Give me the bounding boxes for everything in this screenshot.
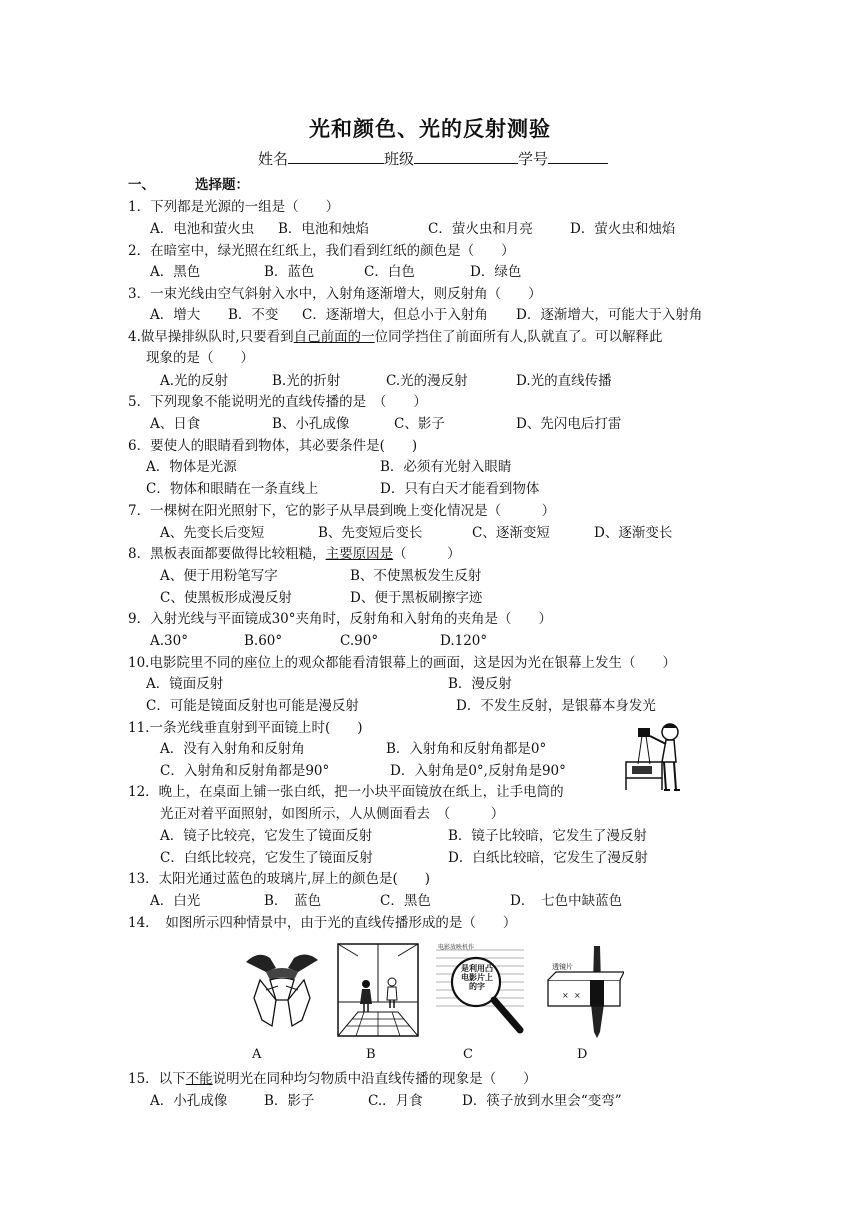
question-7-option: B、先变短后变长	[318, 525, 423, 541]
name-label: 姓名	[258, 150, 289, 168]
figure-label-c: C	[463, 1047, 473, 1062]
question-5-option: A、日食	[150, 416, 201, 432]
name-blank	[288, 149, 384, 164]
question-5-option: B、小孔成像	[272, 416, 350, 432]
question-15-option: A．小孔成像	[150, 1093, 228, 1109]
question-7-option: D、逐渐变长	[594, 525, 673, 541]
magnifier-figure	[434, 944, 530, 1040]
question-2-option: C．白色	[364, 264, 415, 280]
question-9-option: A.30°	[150, 633, 188, 649]
question-7-option: C、逐渐变短	[472, 525, 550, 541]
question-11-option: D．入射角是0°,反射角是90°	[390, 763, 566, 779]
question-6-option: C．物体和眼睛在一条直线上	[146, 481, 319, 497]
question-12-stem: 12．晚上，在桌面上铺一张白纸，把一小块平面镜放在纸上，让手电筒的	[128, 784, 564, 800]
question-5-stem: 5．下列现象不能说明光的直线传播的是 （ ）	[128, 394, 427, 410]
question-3-stem: 3．一束光线由空气斜射入水中，入射角逐渐增大，则反射角（ ）	[128, 286, 542, 302]
section-label: 选择题：	[195, 177, 249, 193]
question-8-option: B、不使黑板发生反射	[350, 568, 482, 584]
question-12-stem-cont: 光正对着平面照射，如图所示，人从侧面看去 （ ）	[160, 806, 505, 822]
question-12-option: D．白纸比较暗，它发生了漫反射	[448, 850, 648, 866]
question-8-option: C、使黑板形成漫反射	[160, 590, 292, 606]
question-9-stem: 9．入射光线与平面镜成30°夹角时，反射角和入射角的夹角是（ ）	[128, 611, 553, 627]
flashlight-mirror-illustration	[620, 718, 692, 794]
question-9-option: D.120°	[440, 633, 488, 649]
question-6-stem: 6．要使人的眼睛看到物体，其必要条件是( )	[128, 438, 418, 454]
question-2-stem: 2．在暗室中，绿光照在红纸上，我们看到红纸的颜色是（ ）	[128, 243, 515, 259]
question-14-stem: 14． 如图所示四种情景中，由于光的直线传播形成的是（ ）	[128, 915, 517, 931]
question-9-option: B.60°	[244, 633, 283, 649]
question-10-option: B．漫反射	[448, 676, 512, 692]
svg-text:×: ×	[574, 991, 581, 1000]
question-15-stem: 15．以下不能说明光在同种均匀物质中沿直线传播的现象是（ ）	[128, 1071, 537, 1087]
number-blank	[548, 149, 608, 164]
question-13-option: D． 七色中缺蓝色	[510, 893, 623, 909]
question-1-option: A．电池和萤火虫	[150, 221, 255, 237]
question-12-option: A．镜子比较亮，它发生了镜面反射	[160, 828, 373, 844]
svg-text:×: ×	[562, 991, 569, 1000]
question-4-stem: 4.做早操排纵队时,只要看到自己前面的一位同学挡住了前面所有人,队就直了。可以解释此	[128, 329, 663, 345]
magnifier-text: 是利用凸 电影片上 的字	[461, 963, 493, 991]
question-2-option: A．黑色	[150, 264, 201, 280]
class-label: 班级	[384, 150, 415, 168]
question-2-option: B．蓝色	[264, 264, 315, 280]
box-label: 透镜片	[552, 963, 573, 971]
question-7-option: A、先变长后变短	[160, 525, 265, 541]
question-9-option: C.90°	[340, 633, 379, 649]
class-blank	[414, 149, 518, 164]
question-3-option: C．逐渐增大，但总小于入射角	[302, 307, 488, 323]
question-1-stem: 1．下列都是光源的一组是（ ）	[128, 199, 340, 215]
question-15-option: C.．月食	[368, 1093, 423, 1109]
question-4-option: B.光的折射	[272, 373, 341, 389]
magnifier-top-text: 电影放映机作	[438, 944, 475, 951]
question-4-option: A.光的反射	[160, 373, 229, 389]
question-1-option: C．萤火虫和月亮	[428, 221, 533, 237]
question-3-option: A．增大	[150, 307, 201, 323]
question-2-option: D．绿色	[470, 264, 522, 280]
hand-shadow-figure	[236, 950, 328, 1030]
question-11-stem: 11.一条光线垂直射到平面镜上时( )	[128, 720, 363, 736]
question-4-option: C.光的漫反射	[386, 373, 468, 389]
question-10-option: D．不发生反射，是银幕本身发光	[456, 698, 656, 714]
question-4-option: D.光的直线传播	[516, 373, 612, 389]
question-6-option: B．必须有光射入眼睛	[380, 459, 512, 475]
question-4-stem-cont: 现象的是（ ）	[146, 350, 254, 366]
page-title: 光和颜色、光的反射测验	[309, 116, 551, 141]
number-label: 学号	[518, 150, 549, 168]
question-8-stem: 8．黑板表面都要做得比较粗糙，主要原因是（ ）	[128, 546, 461, 562]
question-13-option: B． 蓝色	[264, 893, 322, 909]
question-15-option: D．筷子放到水里会“变弯”	[462, 1093, 622, 1109]
figure-label-d: D	[577, 1047, 588, 1062]
question-12-option: C．白纸比较亮，它发生了镜面反射	[160, 850, 373, 866]
question-8-option: D、便于黑板刷擦字迹	[350, 590, 483, 606]
question-6-option: A．物体是光源	[146, 459, 237, 475]
question-7-stem: 7．一棵树在阳光照射下，它的影子从早晨到晚上变化情况是（ ）	[128, 503, 556, 519]
question-8-option: A、便于用粉笔写字	[160, 568, 278, 584]
question-13-option: A．白光	[150, 893, 201, 909]
figure-label-b: B	[366, 1047, 376, 1062]
question-1-option: B．电池和烛焰	[278, 221, 369, 237]
pen-box-figure	[544, 944, 624, 1040]
question-10-option: A．镜面反射	[146, 676, 224, 692]
question-3-option: B．不变	[228, 307, 279, 323]
student-info	[258, 148, 608, 169]
question-11-option: C．入射角和反射角都是90°	[160, 763, 330, 779]
question-10-stem: 10.电影院里不同的座位上的观众都能看清银幕上的画面，这是因为光在银幕上发生（ ）	[128, 655, 676, 671]
question-12-option: B．镜子比较暗，它发生了漫反射	[448, 828, 647, 844]
question-13-option: C．黑色	[380, 893, 431, 909]
question-3-option: D．逐渐增大，可能大于入射角	[516, 307, 703, 323]
question-15-option: B．影子	[264, 1093, 315, 1109]
section-number: 一、	[128, 177, 155, 193]
figure-label-a: A	[252, 1047, 262, 1062]
question-6-option: D．只有白天才能看到物体	[380, 481, 540, 497]
question-13-stem: 13．太阳光通过蓝色的玻璃片,屏上的颜色是( )	[128, 871, 431, 887]
question-1-option: D．萤火虫和烛焰	[570, 221, 676, 237]
mirror-room-figure	[336, 942, 420, 1038]
section-heading	[128, 176, 249, 194]
question-11-option: A．没有入射角和反射角	[160, 741, 305, 757]
question-11-option: B．入射角和反射角都是0°	[386, 741, 547, 757]
question-5-option: C、影子	[394, 416, 445, 432]
question-5-option: D、先闪电后打雷	[516, 416, 622, 432]
question-10-option: C．可能是镜面反射也可能是漫反射	[146, 698, 359, 714]
